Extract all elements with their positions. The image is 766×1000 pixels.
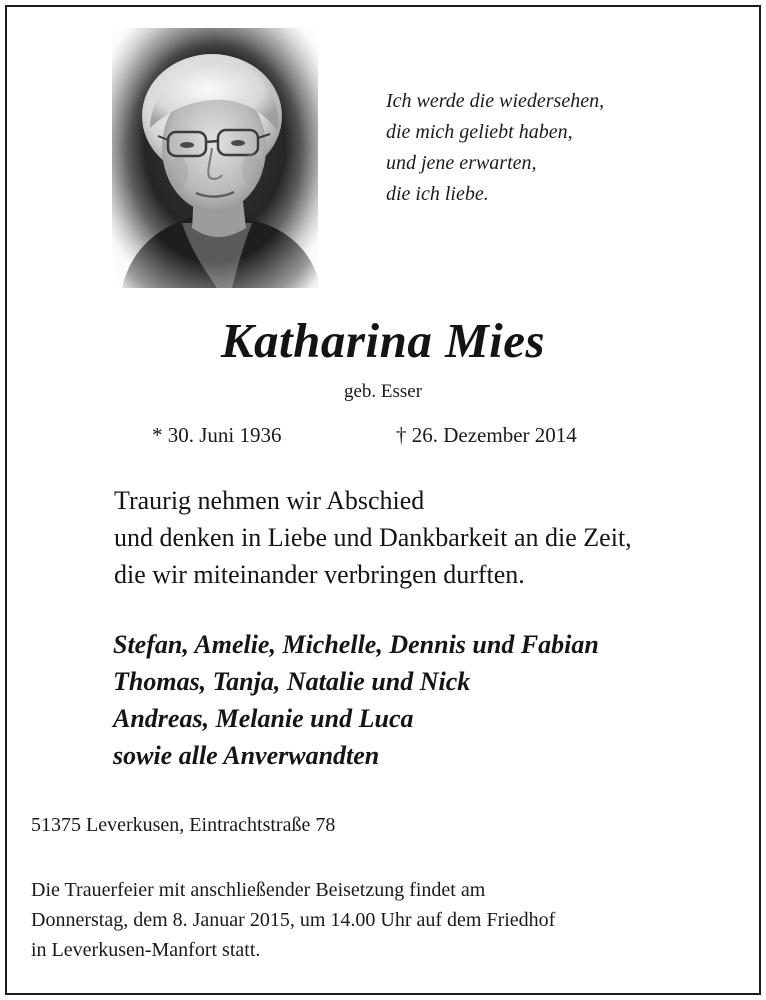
poem-quote <box>386 86 604 210</box>
funeral-line: Die Trauerfeier mit anschließender Beisetzung findet am <box>31 879 486 901</box>
portrait-photo <box>112 28 318 288</box>
message-line: die wir miteinander verbringen durften. <box>114 560 525 589</box>
message-line: und denken in Liebe und Dankbarkeit an die Zeit, <box>114 523 632 552</box>
death-date: † 26. Dezember 2014 <box>396 423 577 447</box>
mourners-line: Stefan, Amelie, Michelle, Dennis und Fabian <box>113 630 599 659</box>
funeral-line: in Leverkusen-Manfort statt. <box>31 939 261 961</box>
mourners-line: Andreas, Melanie und Luca <box>113 704 414 733</box>
mourners-line: sowie alle Anverwandten <box>113 741 380 770</box>
message-line: Traurig nehmen wir Abschied <box>114 486 425 515</box>
mourners-list <box>113 626 599 774</box>
poem-line: die ich liebe. <box>386 183 489 205</box>
poem-line: und jene erwarten, <box>386 152 537 174</box>
poem-line: die mich geliebt haben, <box>386 121 573 143</box>
portrait-image <box>112 28 318 288</box>
funeral-notice <box>31 875 555 965</box>
poem-line: Ich werde die wiedersehen, <box>386 90 605 112</box>
family-address: 51375 Leverkusen, Eintrachtstraße 78 <box>31 814 336 836</box>
maiden-name: geb. Esser <box>343 381 423 402</box>
farewell-message <box>114 482 632 593</box>
deceased-name: Katharina Mies <box>220 313 546 368</box>
birth-date: * 30. Juni 1936 <box>152 423 282 447</box>
mourners-line: Thomas, Tanja, Natalie und Nick <box>113 667 471 696</box>
funeral-line: Donnerstag, dem 8. Januar 2015, um 14.00 Uhr auf dem Friedhof <box>31 909 556 931</box>
